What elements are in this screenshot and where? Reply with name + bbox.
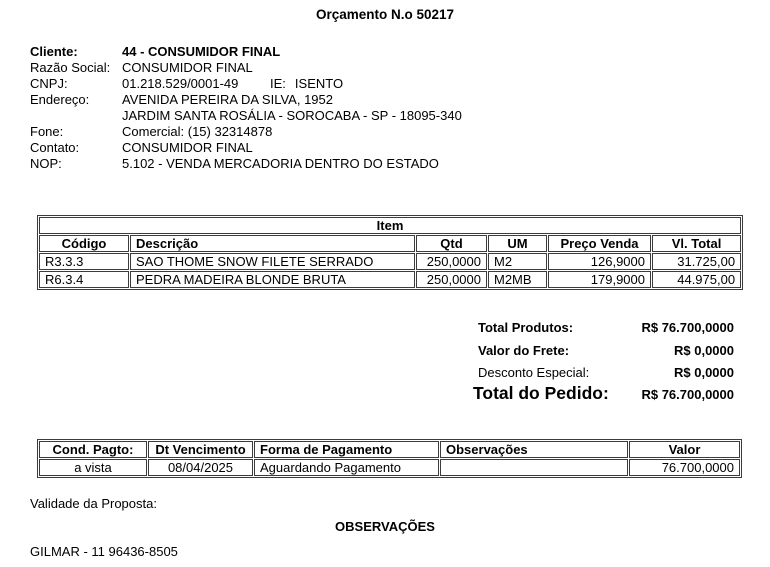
contato-value: CONSUMIDOR FINAL — [122, 140, 253, 155]
nop-value: 5.102 - VENDA MERCADORIA DENTRO DO ESTADO — [122, 156, 439, 171]
item-preco-venda: 126,9000 — [548, 253, 651, 270]
item-codigo: R3.3.3 — [39, 253, 129, 270]
cnpj-label: CNPJ: — [30, 76, 68, 91]
client-field-cnpj — [30, 76, 462, 92]
razao-social-value: CONSUMIDOR FINAL — [122, 60, 253, 75]
client-field-contato — [30, 140, 462, 156]
items-table-header-row — [39, 235, 741, 252]
col-header-descricao: Descrição — [130, 235, 415, 252]
cliente-label: Cliente: — [30, 44, 78, 59]
payment-valor: 76.700,0000 — [629, 459, 740, 476]
payment-forma-pagamento: Aguardando Pagamento — [254, 459, 439, 476]
item-um: M2 — [488, 253, 547, 270]
client-field-cliente — [30, 44, 462, 60]
endereco-line1: AVENIDA PEREIRA DA SILVA, 1952 — [122, 92, 333, 107]
col-header-valor: Valor — [629, 441, 740, 458]
payment-cond-pagto: a vista — [39, 459, 147, 476]
item-vl-total: 44.975,00 — [652, 271, 741, 288]
client-field-fone — [30, 124, 462, 140]
col-header-cond-pagto: Cond. Pagto: — [39, 441, 147, 458]
client-info-block — [30, 44, 462, 172]
payment-row — [39, 459, 740, 476]
desconto-especial-label: Desconto Especial: — [478, 365, 590, 380]
valor-frete-value: R$ 0,0000 — [674, 343, 734, 358]
ie-label: IE: — [270, 76, 286, 91]
total-produtos-row — [473, 320, 734, 335]
item-descricao: SAO THOME SNOW FILETE SERRADO — [130, 253, 415, 270]
contato-label: Contato: — [30, 140, 80, 155]
client-field-nop — [30, 156, 462, 172]
item-row — [39, 253, 741, 270]
payment-observacoes — [440, 459, 628, 476]
ie-value: ISENTO — [294, 76, 344, 91]
col-header-vl-total: Vl. Total — [652, 235, 741, 252]
item-um: M2MB — [488, 271, 547, 288]
col-header-codigo: Código — [39, 235, 129, 252]
col-header-um: UM — [488, 235, 547, 252]
razao-social-label: Razão Social: — [30, 60, 111, 75]
cliente-value: 44 - CONSUMIDOR FINAL — [122, 44, 281, 59]
item-qtd: 250,0000 — [416, 253, 487, 270]
item-vl-total: 31.725,00 — [652, 253, 741, 270]
item-row — [39, 271, 741, 288]
col-header-dt-vencimento: Dt Vencimento — [148, 441, 253, 458]
valor-frete-row — [473, 343, 734, 358]
col-header-qtd: Qtd — [416, 235, 487, 252]
client-field-razao-social — [30, 60, 462, 76]
items-table-caption: Item — [39, 217, 741, 234]
payment-table — [37, 439, 742, 478]
validade-proposta-label: Validade da Proposta: — [30, 496, 157, 511]
total-pedido-value: R$ 76.700,0000 — [641, 387, 734, 402]
desconto-especial-row — [473, 365, 734, 380]
total-pedido-label: Total do Pedido: — [473, 383, 609, 403]
total-produtos-label: Total Produtos: — [478, 320, 574, 335]
client-field-endereco — [30, 92, 462, 108]
endereco-label: Endereço: — [30, 92, 90, 107]
endereco-line2: JARDIM SANTA ROSÁLIA - SOROCABA - SP - 18095-340 — [122, 108, 462, 123]
items-table — [37, 215, 743, 290]
col-header-observacoes: Observações — [440, 441, 628, 458]
nop-label: NOP: — [30, 156, 62, 171]
col-header-preco-venda: Preço Venda — [548, 235, 651, 252]
document-title: Orçamento N.o 50217 — [315, 7, 455, 22]
valor-frete-label: Valor do Frete: — [478, 343, 570, 358]
contact-info: GILMAR - 11 96436-8505 — [30, 544, 178, 559]
cnpj-value: 01.218.529/0001-49 — [122, 76, 239, 91]
total-pedido-row — [473, 383, 734, 404]
endereco-label-spacer — [30, 108, 122, 124]
fone-value: Comercial: (15) 32314878 — [122, 124, 273, 139]
total-produtos-value: R$ 76.700,0000 — [641, 320, 734, 335]
observacoes-heading: OBSERVAÇÕES — [335, 519, 435, 534]
client-field-endereco-line2 — [30, 108, 462, 124]
items-table-caption-row — [39, 217, 741, 234]
item-preco-venda: 179,9000 — [548, 271, 651, 288]
fone-label: Fone: — [30, 124, 64, 139]
item-qtd: 250,0000 — [416, 271, 487, 288]
item-descricao: PEDRA MADEIRA BLONDE BRUTA — [130, 271, 415, 288]
item-codigo: R6.3.4 — [39, 271, 129, 288]
payment-table-header-row — [39, 441, 740, 458]
desconto-especial-value: R$ 0,0000 — [674, 365, 734, 380]
col-header-forma-pagamento: Forma de Pagamento — [254, 441, 439, 458]
payment-dt-vencimento: 08/04/2025 — [148, 459, 253, 476]
